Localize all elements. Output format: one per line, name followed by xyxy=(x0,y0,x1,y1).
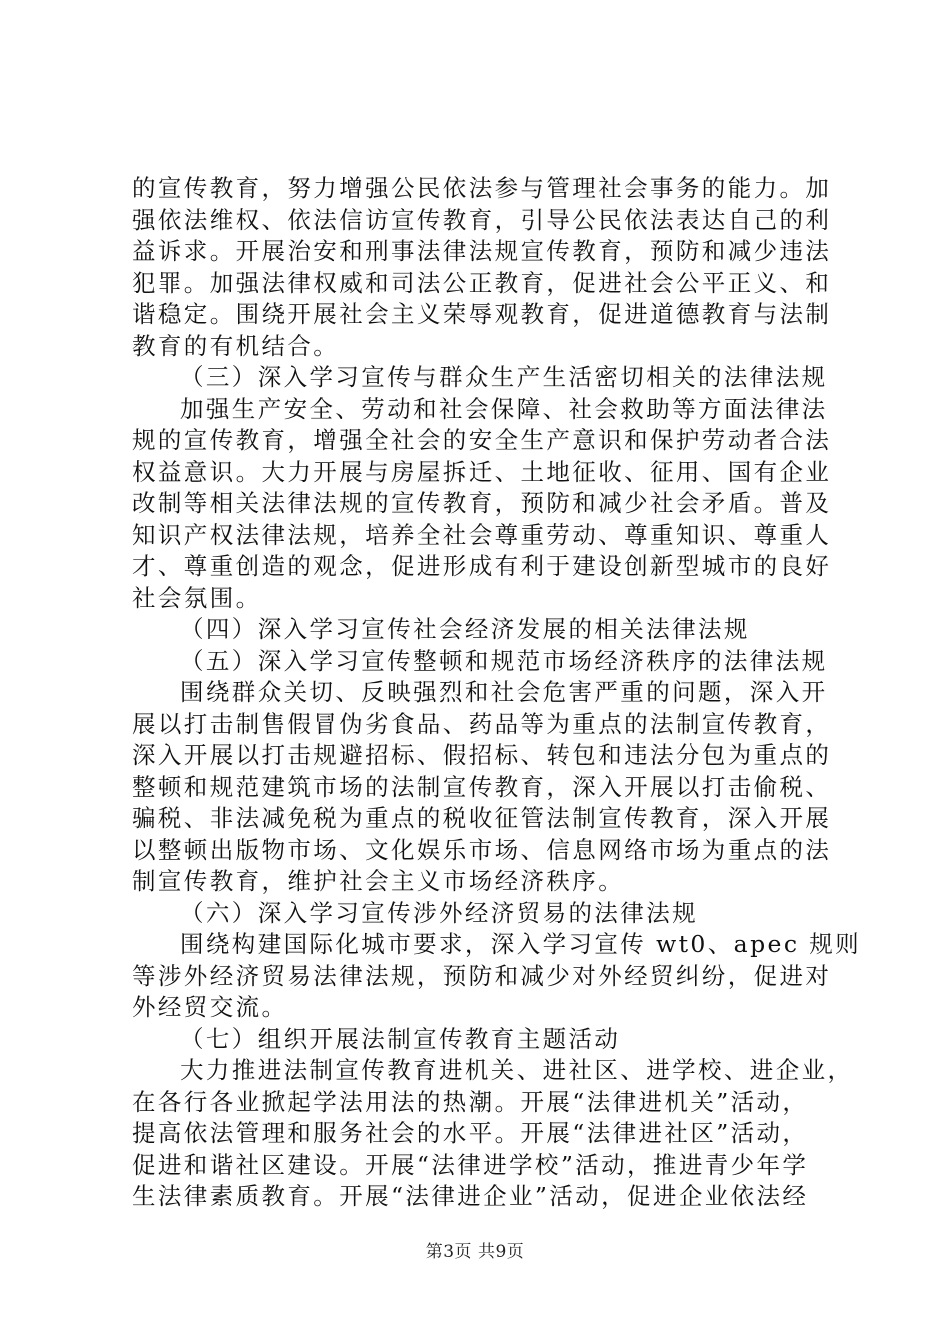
text-line: 大力推进法制宣传教育进机关、进社区、进学校、进企业， xyxy=(180,1056,854,1084)
text-line: （六）深入学习宣传涉外经济贸易的法律法规 xyxy=(180,898,698,927)
text-line: 制宣传教育，维护社会主义市场经济秩序。 xyxy=(132,867,625,895)
text-line: （五）深入学习宣传整顿和规范市场经济秩序的法律法规 xyxy=(180,646,828,675)
text-line: （三）深入学习宣传与群众生产生活密切相关的法律法规 xyxy=(180,363,828,391)
text-line: 在各行各业掀起学法用法的热潮。开展“法律进机关”活动， xyxy=(132,1087,809,1116)
text-line: 深入开展以打击规避招标、假招标、转包和违法分包为重点的 xyxy=(132,741,832,769)
text-line: 围绕构建国际化城市要求，深入学习宣传 wt0、apec 规则 xyxy=(180,930,862,958)
text-line: （四）深入学习宣传社会经济发展的相关法律法规 xyxy=(180,615,750,643)
text-line: 促进和谐社区建设。开展“法律进学校”活动，推进青少年学 xyxy=(132,1150,809,1179)
text-line: 谐稳定。围绕开展社会主义荣辱观教育，促进道德教育与法制 xyxy=(132,300,832,328)
text-line: 以整顿出版物市场、文化娱乐市场、信息网络市场为重点的法 xyxy=(132,835,832,864)
document-body xyxy=(132,173,862,1213)
text-line: 教育的有机结合。 xyxy=(132,331,340,360)
text-line: 生法律素质教育。开展“法律进企业”活动，促进企业依法经 xyxy=(132,1182,809,1210)
text-line: 益诉求。开展治安和刑事法律法规宣传教育，预防和减少违法 xyxy=(132,237,832,265)
text-line: 的宣传教育，努力增强公民依法参与管理社会事务的能力。加 xyxy=(132,174,832,202)
text-line: 外经贸交流。 xyxy=(132,993,288,1021)
text-line: 围绕群众关切、反映强烈和社会危害严重的问题，深入开 xyxy=(180,678,828,706)
text-line: 整顿和规范建筑市场的法制宣传教育，深入开展以打击偷税、 xyxy=(132,772,832,801)
text-line: 改制等相关法律法规的宣传教育，预防和减少社会矛盾。普及 xyxy=(132,489,832,517)
text-line: 强依法维权、依法信访宣传教育，引导公民依法表达自己的利 xyxy=(132,205,832,234)
text-line: 犯罪。加强法律权威和司法公正教育，促进社会公平正义、和 xyxy=(132,268,832,297)
text-line: 骗税、非法减免税为重点的税收征管法制宣传教育，深入开展 xyxy=(132,804,832,832)
text-line: 知识产权法律法规，培养全社会尊重劳动、尊重知识、尊重人 xyxy=(132,520,832,549)
text-line: 规的宣传教育，增强全社会的安全生产意识和保护劳动者合法 xyxy=(132,426,832,454)
text-line: 权益意识。大力开展与房屋拆迁、土地征收、征用、国有企业 xyxy=(132,457,832,486)
text-line: （七）组织开展法制宣传教育主题活动 xyxy=(180,1024,621,1053)
text-line: 社会氛围。 xyxy=(132,583,262,612)
text-line: 才、尊重创造的观念，促进形成有利于建设创新型城市的良好 xyxy=(132,552,832,580)
text-line: 加强生产安全、劳动和社会保障、社会救助等方面法律法 xyxy=(180,394,828,423)
text-line: 等涉外经济贸易法律法规，预防和减少对外经贸纠纷，促进对 xyxy=(132,961,832,990)
page-footer: 第3页 共9页 xyxy=(425,1242,525,1262)
text-line: 展以打击制售假冒伪劣食品、药品等为重点的法制宣传教育， xyxy=(132,709,832,738)
text-line: 提高依法管理和服务社会的水平。开展“法律进社区”活动， xyxy=(132,1119,809,1147)
